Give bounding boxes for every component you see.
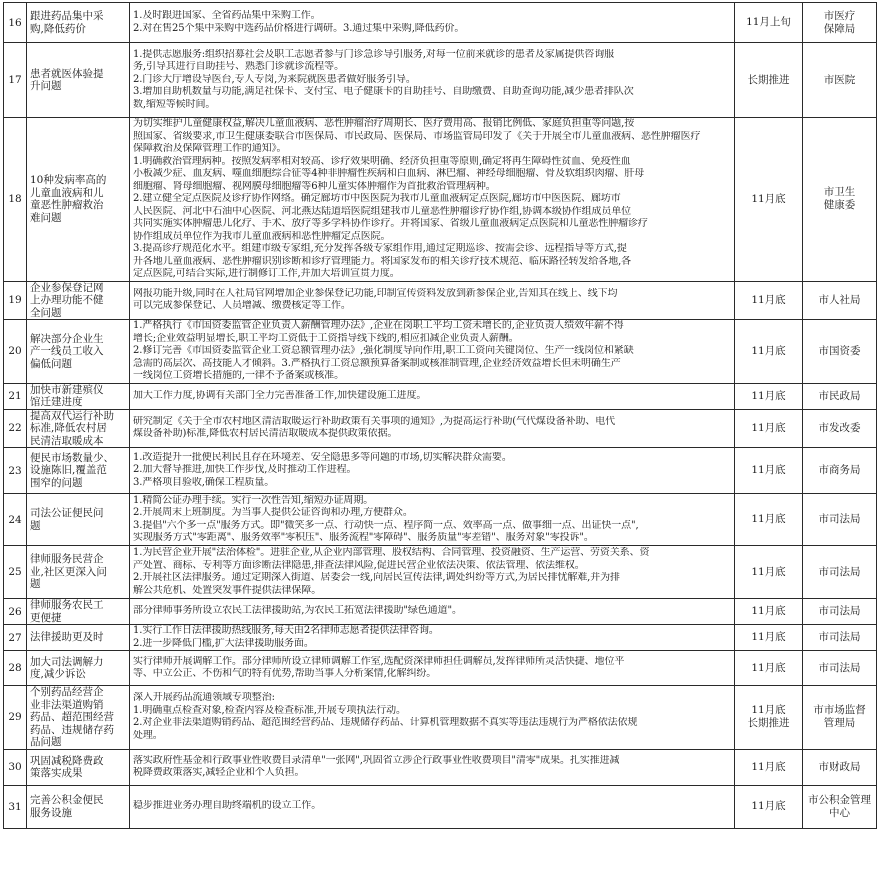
responsible-dept-cell bbox=[803, 409, 877, 448]
table-row bbox=[4, 320, 877, 384]
task-cell bbox=[27, 383, 130, 409]
measures-cell bbox=[130, 599, 735, 625]
task-cell bbox=[27, 43, 130, 118]
deadline-cell bbox=[735, 749, 803, 785]
deadline-cell bbox=[735, 651, 803, 686]
measures-line: 2.对在售25个集中采购中选药品价格进行调研。3.通过集中采购,降低药价。 bbox=[133, 22, 465, 34]
table-row bbox=[4, 749, 877, 785]
table-row bbox=[4, 651, 877, 686]
deadline-line: 11月底 bbox=[751, 192, 786, 205]
measures-line: 务,引导其进行自助挂号、熟悉门诊就诊流程等。 bbox=[133, 61, 344, 73]
responsible-dept-cell bbox=[803, 281, 877, 320]
deadline-cell bbox=[735, 320, 803, 384]
table-row bbox=[4, 686, 877, 750]
measures-line: 等、中立公正、不伤和气的特有优势,帮助当事人分析案情,化解纠纷。 bbox=[133, 668, 437, 679]
table-row bbox=[4, 785, 877, 828]
responsible-dept-cell bbox=[803, 749, 877, 785]
responsible-dept-line: 市司法局 bbox=[818, 605, 861, 617]
responsible-dept-cell bbox=[803, 625, 877, 651]
task-cell bbox=[27, 3, 130, 43]
task-line: 偏低问题 bbox=[30, 357, 72, 370]
task-line: 民清洁取暖成本 bbox=[30, 434, 104, 447]
task-cell bbox=[27, 749, 130, 785]
measures-line: 细胞瘤、肾母细胞瘤、视网膜母细胞瘤等6种儿童实体肿瘤作为首批救治管理病种。 bbox=[133, 180, 496, 192]
table-row bbox=[4, 281, 877, 320]
deadline-cell bbox=[735, 43, 803, 118]
task-cell bbox=[27, 281, 130, 320]
row-number-cell: 22 bbox=[4, 409, 27, 448]
measures-line: 1.明确重点检查对象,检查内容及检查标准,开展专项执法行动。 bbox=[133, 704, 406, 716]
responsible-dept-cell bbox=[803, 383, 877, 409]
responsible-dept-cell bbox=[803, 118, 877, 282]
task-line: 标准,降低农村居 bbox=[30, 422, 107, 434]
deadline-cell bbox=[735, 118, 803, 282]
deadline-line: 11月底 bbox=[751, 800, 786, 812]
task-line: 更便捷 bbox=[30, 611, 62, 624]
row-number-cell: 25 bbox=[4, 546, 27, 599]
row-number-cell: 21 bbox=[4, 383, 27, 409]
measures-line: 深入开展药品流通领域专项整治: bbox=[133, 692, 275, 704]
measures-line: 实行律师开展调解工作。部分律师所设立律师调解工作室,选配资深律师担任调解员,发挥律师所灵活快捷、地位平 bbox=[133, 655, 625, 667]
measures-line: 1.精简公证办理手续。实行一次性告知,缩短办证周期。 bbox=[133, 494, 374, 506]
task-line: 律师服务民营企 bbox=[30, 553, 104, 566]
responsible-dept-line: 保障局 bbox=[823, 22, 856, 35]
task-line: 策落实成果 bbox=[30, 767, 83, 779]
responsible-dept-cell bbox=[803, 686, 877, 750]
measures-line: 1.明确救治管理病种。按照发病率相对较高、诊疗效果明确、经济负担重等原则,确定将再生障碍性贫血、免疫性血 bbox=[133, 155, 631, 167]
measures-line: 可以完成参保登记、人员增减、缴费核定等工作。 bbox=[133, 300, 351, 312]
deadline-cell bbox=[735, 383, 803, 409]
responsible-dept-cell bbox=[803, 448, 877, 494]
task-line: 题 bbox=[30, 578, 41, 591]
row-number-cell: 19 bbox=[4, 281, 27, 320]
row-number-cell: 18 bbox=[4, 118, 27, 282]
responsible-dept-cell bbox=[803, 785, 877, 828]
table-row bbox=[4, 409, 877, 448]
measures-line: 研究制定《关于全市农村地区清洁取暖运行补助政策有关事项的通知》,为提高运行补助(气代煤设备补助、电代 bbox=[133, 415, 616, 427]
task-cell bbox=[27, 494, 130, 546]
measures-line: 1.实行工作日法律援助热线服务,每天由2名律师志愿者提供法律咨询。 bbox=[133, 625, 439, 636]
deadline-cell bbox=[735, 494, 803, 546]
measures-line: 部分律师事务所设立农民工法律援助站,为农民工拓宽法律援助"绿色通道"。 bbox=[133, 605, 462, 617]
row-number-cell: 27 bbox=[4, 625, 27, 651]
task-cell bbox=[27, 599, 130, 625]
task-line: 童恶性肿瘤救治 bbox=[30, 199, 104, 212]
task-line: 法律援助更及时 bbox=[30, 631, 104, 644]
deadline-line: 11月底 bbox=[751, 293, 786, 306]
measures-cell bbox=[130, 43, 735, 118]
measures-line: 税降费政策落实,减轻企业和个人负担。 bbox=[133, 767, 305, 778]
task-line: 药品、违规储存药 bbox=[30, 723, 114, 736]
task-line: 围窄的问题 bbox=[30, 476, 83, 489]
task-line: 提高双代运行补助 bbox=[30, 409, 114, 422]
deadline-cell bbox=[735, 546, 803, 599]
responsible-dept-line: 市人社局 bbox=[818, 293, 861, 306]
measures-line: 增长;企业效益明显增长,职工平均工资低于工资指导线下线的,相应扣减企业负责人薪酬。 bbox=[133, 332, 519, 344]
row-number-cell: 31 bbox=[4, 785, 27, 828]
measures-line: 处理。 bbox=[133, 729, 163, 741]
task-line: 馆迁建进度 bbox=[30, 396, 83, 408]
measures-cell bbox=[130, 383, 735, 409]
task-line: 全问题 bbox=[30, 306, 62, 319]
row-number-cell: 30 bbox=[4, 749, 27, 785]
measures-line: 2.加大督导推进,加快工作步伐,及时推动工作进程。 bbox=[133, 464, 357, 476]
measures-line: 一线岗位工资增长措施的,一律不予备案或核准。 bbox=[133, 370, 344, 381]
measures-cell bbox=[130, 281, 735, 320]
deadline-line: 11月底 bbox=[751, 704, 786, 717]
measures-line: 人民医院、河北中石油中心医院、河北燕达陆道培医院组建我市儿童恶性肿瘤诊疗协作组,协调本级协作组成员单位 bbox=[133, 205, 632, 217]
deadline-line: 11月底 bbox=[751, 760, 786, 773]
deadline-line: 11月底 bbox=[751, 344, 786, 357]
row-number-cell: 16 bbox=[4, 3, 27, 43]
task-cell bbox=[27, 546, 130, 599]
measures-line: 定点医院,可结合实际,进行制修订工作,并加大培训宣贯力度。 bbox=[133, 268, 400, 279]
task-line: 设施陈旧,覆盖范 bbox=[30, 464, 107, 477]
responsible-dept-line: 市国资委 bbox=[818, 344, 861, 357]
policy-task-table bbox=[3, 2, 877, 829]
responsible-dept-cell bbox=[803, 43, 877, 118]
measures-line: 2.对企业非法渠道购销药品、超范围经营药品、违规储存药品、计算机管理数据不真实等违法违规行为严格依法依规 bbox=[133, 717, 638, 729]
measures-cell bbox=[130, 3, 735, 43]
row-number-cell: 29 bbox=[4, 686, 27, 750]
task-line: 跟进药品集中采 bbox=[30, 10, 104, 22]
row-number-cell: 24 bbox=[4, 494, 27, 546]
table-row bbox=[4, 494, 877, 546]
measures-line: 1.为民营企业开展"法治体检"。进驻企业,从企业内部管理、股权结构、合同管理、投资融资、生产运营、劳资关系、资 bbox=[133, 547, 650, 558]
measures-line: 1.及时跟进国家、全省药品集中采购工作。 bbox=[133, 10, 321, 21]
measures-line: 2.开展社区法律服务。通过定期深入街道、居委会一线,向居民宣传法律,调处纠纷等方式,为居民排忧解难,并为排 bbox=[133, 572, 620, 583]
measures-line: 实现服务方式"零距离"、服务效率"零积压"、服务流程"零障碍"、服务质量"零差错"、服务对象"零投诉"。 bbox=[133, 532, 594, 543]
deadline-line: 11月底 bbox=[751, 389, 786, 402]
task-line: 品问题 bbox=[30, 736, 62, 748]
responsible-dept-line: 市卫生 bbox=[823, 186, 856, 199]
responsible-dept-line: 市司法局 bbox=[818, 565, 861, 578]
task-cell bbox=[27, 651, 130, 686]
measures-cell bbox=[130, 448, 735, 494]
measures-cell bbox=[130, 785, 735, 828]
measures-line: 2.进一步降低门槛,扩大法律援助服务面。 bbox=[133, 637, 314, 649]
measures-line: 升各地儿童血液病、恶性肿瘤识别诊断和诊疗管理能力。将国家发布的相关诊疗技术规范、临床路径转发给各地,各 bbox=[133, 255, 632, 267]
responsible-dept-cell bbox=[803, 3, 877, 43]
task-cell bbox=[27, 785, 130, 828]
responsible-dept-line: 健康委 bbox=[823, 199, 856, 212]
measures-line: 1.提供志愿服务:组织招募社会及职工志愿者参与门诊急诊导引服务,对每一位前来就诊的患者及家属提供咨询服 bbox=[133, 48, 614, 60]
task-line: 度,减少诉讼 bbox=[30, 668, 86, 680]
task-line: 加大司法调解力 bbox=[30, 655, 104, 668]
table-row bbox=[4, 118, 877, 282]
task-line: 完善公积金便民 bbox=[30, 794, 104, 806]
measures-line: 产处置、商标、专利等方面诊断法律隐患,排查法律风险,促进民营企业依法决策、依法管理、依法维权。 bbox=[133, 559, 585, 571]
task-line: 上办理功能不健 bbox=[30, 294, 104, 306]
responsible-dept-line: 市医疗 bbox=[823, 9, 856, 22]
responsible-dept-line: 市司法局 bbox=[818, 513, 861, 525]
row-number-cell: 20 bbox=[4, 320, 27, 384]
measures-line: 照国家、省级要求,市卫生健康委联合市医保局、市民政局、医保局、市场监管局印发了《关于开展全市儿童血液病、恶性肿瘤医疗 bbox=[133, 130, 701, 142]
table-row bbox=[4, 383, 877, 409]
deadline-cell bbox=[735, 3, 803, 43]
measures-cell bbox=[130, 118, 735, 282]
task-cell bbox=[27, 409, 130, 448]
deadline-cell bbox=[735, 281, 803, 320]
measures-cell bbox=[130, 651, 735, 686]
measures-line: 小板减少症、血友病、噬血细胞综合征等4种非肿瘤性疾病和白血病、淋巴瘤、神经母细胞瘤、骨及软组织肉瘤、肝母 bbox=[133, 168, 645, 179]
task-line: 产一线员工收入 bbox=[30, 345, 104, 357]
deadline-line: 长期推进 bbox=[747, 73, 790, 86]
measures-line: 为切实维护儿童健康权益,解决儿童血液病、恶性肿瘤治疗周期长、医疗费用高、报销比例低、家庭负担重等问题,按 bbox=[133, 118, 635, 129]
measures-line: 共同实施实体肿瘤患儿化疗、手术、放疗等多学科协作诊疗。并将国家、省级儿童血液病定点医院和儿童恶性肿瘤诊疗 bbox=[133, 218, 648, 229]
task-line: 业非法渠道购销 bbox=[30, 698, 104, 711]
task-line: 业,社区更深入问 bbox=[30, 565, 107, 578]
measures-line: 1.严格执行《市国资委监管企业负责人薪酬管理办法》,企业在岗职工平均工资未增长的,企业负责人绩效年薪不得 bbox=[133, 320, 624, 331]
responsible-dept-line: 市司法局 bbox=[818, 661, 861, 674]
table-row bbox=[4, 599, 877, 625]
task-cell bbox=[27, 625, 130, 651]
responsible-dept-line: 中心 bbox=[829, 806, 850, 819]
deadline-cell bbox=[735, 625, 803, 651]
responsible-dept-cell bbox=[803, 320, 877, 384]
deadline-cell bbox=[735, 448, 803, 494]
deadline-cell bbox=[735, 599, 803, 625]
measures-line: 1.改造提升一批便民利民且存在环境差、安全隐患多等问题的市场,切实解决群众需要。 bbox=[133, 451, 512, 463]
responsible-dept-line: 市市场监督 bbox=[813, 704, 866, 717]
measures-cell bbox=[130, 686, 735, 750]
measures-line: 稳步推进业务办理自助终端机的设立工作。 bbox=[133, 800, 322, 812]
deadline-cell bbox=[735, 686, 803, 750]
measures-line: 2.修订完善《市国资委监管企业工资总额管理办法》,强化制度导向作用,职工工资向关键岗位、生产一线岗位和紧缺 bbox=[133, 345, 634, 356]
deadline-line: 长期推进 bbox=[747, 717, 790, 730]
task-line: 难问题 bbox=[30, 211, 62, 224]
measures-line: 3.提倡"六个多一点"服务方式。即"微笑多一点、行动快一点、程序简一点、效率高一点、做事细一点、出证快一点", bbox=[133, 519, 639, 531]
task-cell bbox=[27, 320, 130, 384]
responsible-dept-line: 市商务局 bbox=[818, 464, 861, 476]
row-number-cell: 28 bbox=[4, 651, 27, 686]
task-cell bbox=[27, 686, 130, 750]
task-line: 患者就医体验提 bbox=[30, 67, 104, 80]
measures-line: 协作组成员单位作为我市儿童血液病和恶性肿瘤定点医院。 bbox=[133, 230, 391, 242]
task-line: 儿童血液病和儿 bbox=[30, 186, 104, 199]
task-line: 10种发病率高的 bbox=[30, 174, 107, 187]
deadline-cell bbox=[735, 409, 803, 448]
deadline-line: 11月底 bbox=[751, 605, 786, 617]
task-line: 药品、超范围经营 bbox=[30, 711, 114, 723]
responsible-dept-line: 市发改委 bbox=[818, 421, 861, 434]
table-row bbox=[4, 448, 877, 494]
task-line: 购,降低药价 bbox=[30, 22, 86, 35]
task-line: 题 bbox=[30, 519, 41, 532]
responsible-dept-line: 市公积金管理 bbox=[808, 793, 871, 806]
measures-cell bbox=[130, 546, 735, 599]
task-line: 服务设施 bbox=[30, 806, 72, 819]
responsible-dept-cell bbox=[803, 494, 877, 546]
task-cell bbox=[27, 448, 130, 494]
measures-line: 煤设备补助)标准,降低农村居民清洁取暖成本提供政策依据。 bbox=[133, 428, 398, 440]
measures-line: 解公共危机、处置突发事件提供法律保障。 bbox=[133, 584, 322, 596]
measures-line: 落实政府性基金和行政事业性收费目录清单"一张网",巩固省立涉企行政事业性收费项目"清零"成果。扎实推进减 bbox=[133, 754, 620, 766]
measures-line: 数,缩短等候时间。 bbox=[133, 98, 216, 110]
measures-line: 加大工作力度,协调有关部门全力完善准备工作,加快建设施工进度。 bbox=[133, 389, 427, 401]
measures-cell bbox=[130, 409, 735, 448]
measures-cell bbox=[130, 320, 735, 384]
measures-line: 网报功能升级,同时在人社局官网增加企业参保登记功能,印制宣传资料发放到新参保企业,告知其在线上、线下均 bbox=[133, 287, 618, 299]
deadline-line: 11月底 bbox=[751, 565, 786, 578]
measures-cell bbox=[130, 749, 735, 785]
deadline-line: 11月底 bbox=[751, 421, 786, 434]
responsible-dept-cell bbox=[803, 599, 877, 625]
measures-line: 2.建立健全定点医院及诊疗协作网络。确定廊坊市中医医院为我市儿童血液病定点医院,廊坊市中医医院、廊坊市 bbox=[133, 193, 621, 204]
measures-cell bbox=[130, 494, 735, 546]
task-line: 律师服务农民工 bbox=[30, 599, 104, 611]
table-row bbox=[4, 625, 877, 651]
task-line: 升问题 bbox=[30, 80, 62, 92]
task-cell bbox=[27, 118, 130, 282]
row-number-cell: 17 bbox=[4, 43, 27, 118]
table-row bbox=[4, 3, 877, 43]
task-line: 巩固减税降费政 bbox=[30, 754, 104, 767]
responsible-dept-line: 管理局 bbox=[823, 717, 856, 730]
responsible-dept-cell bbox=[803, 651, 877, 686]
measures-cell bbox=[130, 625, 735, 651]
measures-line: 保障救治及保障管理工作的通知》。 bbox=[133, 143, 287, 154]
responsible-dept-line: 市民政局 bbox=[818, 389, 861, 402]
measures-line: 3.增加自助机数量与功能,满足社保卡、支付宝、电子健康卡的自助挂号、自助缴费、自助查询功能,减少患者排队次 bbox=[133, 86, 634, 98]
deadline-cell bbox=[735, 785, 803, 828]
measures-line: 3.提高诊疗规范化水平。组建市级专家组,充分发挥各级专家组作用,通过定期巡诊、按需会诊、远程指导等方式,提 bbox=[133, 243, 627, 254]
responsible-dept-line: 市财政局 bbox=[818, 760, 861, 773]
measures-line: 急需的高层次、高技能人才倾斜。3.严格执行工资总额预算备案制或核准制管理,企业经济效益增长但未明确生产 bbox=[133, 357, 621, 369]
row-number-cell: 26 bbox=[4, 599, 27, 625]
task-line: 个别药品经营企 bbox=[30, 686, 104, 698]
task-line: 解决部分企业生 bbox=[30, 332, 104, 345]
task-line: 加快市新建殡仪 bbox=[30, 383, 104, 396]
table-row bbox=[4, 43, 877, 118]
deadline-line: 11月底 bbox=[751, 631, 786, 643]
row-number-cell: 23 bbox=[4, 448, 27, 494]
deadline-line: 11月底 bbox=[751, 464, 786, 476]
deadline-line: 11月上旬 bbox=[746, 16, 791, 28]
policy-task-table-body bbox=[4, 3, 877, 829]
policy-task-table-sheet bbox=[3, 2, 876, 829]
measures-line: 2.门诊大厅增设导医台,专人专岗,为来院就医患者做好服务引导。 bbox=[133, 73, 416, 85]
responsible-dept-line: 市司法局 bbox=[818, 631, 861, 643]
task-line: 便民市场数量少、 bbox=[30, 451, 114, 464]
measures-line: 2.开展周末上班制度。为当事人提供公证咨询和办理,方便群众。 bbox=[133, 507, 413, 518]
responsible-dept-line: 市医院 bbox=[823, 73, 856, 86]
responsible-dept-cell bbox=[803, 546, 877, 599]
task-line: 企业参保登记网 bbox=[30, 281, 104, 294]
deadline-line: 11月底 bbox=[751, 661, 786, 674]
table-row bbox=[4, 546, 877, 599]
measures-line: 3.严格项目验收,确保工程质量。 bbox=[133, 476, 275, 488]
task-line: 司法公证便民问 bbox=[30, 507, 104, 519]
deadline-line: 11月底 bbox=[751, 513, 786, 525]
